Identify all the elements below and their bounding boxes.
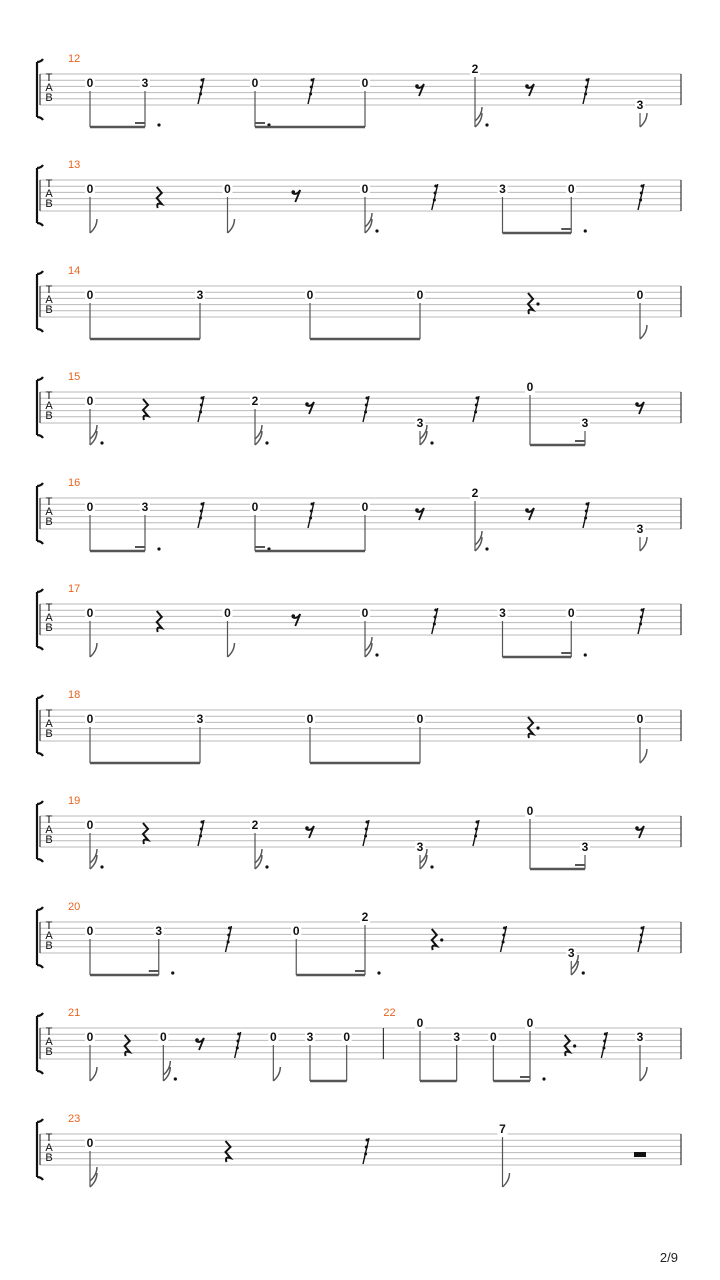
tab-clef-letter: T	[45, 496, 53, 508]
rest-dot	[502, 941, 505, 944]
note-flag	[640, 749, 647, 763]
fret-number: 3	[499, 606, 506, 620]
fret-number: 3	[306, 1030, 314, 1044]
thirty-second-rest	[638, 608, 644, 634]
measure-number: 14	[68, 265, 81, 277]
note-flag	[640, 537, 647, 551]
rest-dot	[433, 199, 436, 202]
rest-dot	[635, 826, 639, 830]
rest-dot	[503, 927, 506, 930]
tab-system-20	[37, 901, 681, 975]
tab-clef-letter: T	[45, 1026, 53, 1038]
fret-number: 0	[86, 76, 94, 90]
rest-dot	[201, 79, 204, 82]
note-flag	[273, 1067, 280, 1081]
rest-dot	[525, 84, 529, 88]
tab-clef-letter: A	[45, 718, 53, 730]
rest-dot	[433, 623, 436, 626]
fret-number: 3	[141, 500, 149, 514]
tab-system-21	[37, 1007, 681, 1081]
rest-dot	[201, 397, 204, 400]
augmentation-dot	[536, 726, 539, 729]
augmentation-dot	[430, 865, 433, 868]
measure-number: 16	[68, 477, 81, 489]
note-flag	[228, 643, 235, 657]
rest-dot	[365, 828, 368, 831]
thirty-second-rest	[583, 502, 589, 528]
rest-dot	[640, 616, 643, 619]
rest-dot	[475, 828, 478, 831]
rest-dot	[364, 835, 367, 838]
rest-dot	[434, 616, 437, 619]
rest-dot	[476, 821, 479, 824]
note-flag	[228, 219, 235, 233]
tab-clef-letter: T	[45, 1132, 53, 1144]
fret-number: 7	[499, 1122, 506, 1136]
tab-system-18	[37, 689, 681, 763]
fret-number: 3	[453, 1030, 461, 1044]
rest-dot	[199, 93, 202, 96]
rest-dot	[641, 185, 644, 188]
measure-number: 17	[68, 583, 81, 595]
fret-number: 0	[636, 288, 644, 302]
rest-dot	[525, 508, 529, 512]
fret-number: 0	[416, 288, 424, 302]
tab-system-23	[37, 1113, 681, 1187]
augmentation-dot	[573, 1044, 576, 1047]
rest-dot	[201, 821, 204, 824]
rest-dot	[200, 828, 203, 831]
augmentation-dot	[485, 123, 488, 126]
rest-dot	[603, 1040, 606, 1043]
augmentation-dot	[157, 123, 160, 126]
thirty-second-rest	[308, 78, 314, 104]
fret-number: 3	[581, 840, 589, 854]
augmentation-dot	[485, 547, 488, 550]
note-flag	[640, 113, 647, 127]
fret-number: 0	[86, 712, 94, 726]
fret-number: 0	[269, 1030, 277, 1044]
rest-dot	[228, 927, 231, 930]
rest-dot	[434, 609, 437, 612]
tab-system-12	[37, 53, 681, 127]
measure-number: 12	[68, 53, 81, 65]
rest-dot	[502, 934, 505, 937]
tab-clef-letter: B	[45, 92, 53, 104]
tab-clef-letter: T	[45, 284, 53, 296]
rest-dot	[434, 185, 437, 188]
tab-clef-letter: A	[45, 188, 53, 200]
tab-clef-letter: T	[45, 390, 53, 402]
augmentation-dot	[536, 302, 539, 305]
augmentation-dot	[542, 1077, 545, 1080]
fret-number: 2	[471, 486, 479, 500]
rest-dot	[200, 510, 203, 513]
tab-clef-letter: B	[45, 622, 53, 634]
fret-number: 0	[224, 606, 231, 620]
rest-dot	[585, 510, 588, 513]
augmentation-dot	[440, 938, 443, 941]
fret-number: 0	[526, 1016, 534, 1030]
thirty-second-rest	[363, 396, 369, 422]
thirty-second-rest	[583, 78, 589, 104]
fret-number: 0	[567, 182, 575, 196]
rest-dot	[201, 503, 204, 506]
rest-dot	[639, 199, 642, 202]
fret-number: 0	[489, 1030, 497, 1044]
rest-dot	[309, 517, 312, 520]
fret-number: 0	[292, 924, 300, 938]
rest-dot	[291, 614, 295, 618]
fret-number: 0	[251, 500, 259, 514]
augmentation-dot	[582, 971, 585, 974]
page-number: 2/9	[659, 1250, 678, 1265]
rest-dot	[291, 190, 295, 194]
fret-number: 0	[251, 76, 259, 90]
rest-dot	[364, 1153, 367, 1156]
fret-number: 3	[636, 1030, 644, 1044]
rest-dot	[584, 93, 587, 96]
fret-number: 0	[86, 182, 94, 196]
note-flag	[640, 325, 647, 339]
rest-dot	[364, 411, 367, 414]
fret-number: 0	[416, 712, 424, 726]
rest-dot	[640, 934, 643, 937]
fret-number: 0	[343, 1030, 351, 1044]
rest-dot	[366, 1139, 369, 1142]
rest-dot	[585, 86, 588, 89]
tab-clef-letter: A	[45, 506, 53, 518]
fret-number: 3	[196, 712, 204, 726]
tab-clef-letter: A	[45, 82, 53, 94]
fret-number: 0	[361, 182, 369, 196]
measure-number: 22	[383, 1007, 396, 1019]
fret-number: 0	[86, 500, 94, 514]
fret-number: 3	[141, 76, 149, 90]
tab-system-19	[37, 795, 681, 869]
rest-dot	[227, 941, 230, 944]
fret-number: 0	[567, 606, 575, 620]
fret-number: 0	[86, 924, 94, 938]
fret-number: 0	[306, 288, 314, 302]
tab-clef-letter: B	[45, 198, 53, 210]
thirty-second-rest	[473, 396, 479, 422]
fret-number: 2	[471, 62, 479, 76]
tab-clef-letter: A	[45, 1036, 53, 1048]
measure-number: 18	[68, 689, 81, 701]
note-flag	[90, 643, 97, 657]
fret-number: 3	[636, 98, 644, 112]
thirty-second-rest	[226, 926, 232, 952]
rest-dot	[366, 397, 369, 400]
rest-dot	[602, 1047, 605, 1050]
rest-dot	[604, 1033, 607, 1036]
tab-system-15	[37, 371, 681, 445]
fret-number: 0	[361, 76, 369, 90]
rest-dot	[415, 84, 419, 88]
rest-dot	[586, 503, 589, 506]
tab-clef-letter: A	[45, 1142, 53, 1154]
thirty-second-rest	[601, 1032, 607, 1058]
thirty-second-rest	[235, 1032, 241, 1058]
tab-clef-letter: B	[45, 1152, 53, 1164]
rest-dot	[199, 517, 202, 520]
rest-dot	[199, 411, 202, 414]
tab-clef-letter: T	[45, 708, 53, 720]
fret-number: 0	[526, 380, 534, 394]
augmentation-dot	[377, 971, 380, 974]
augmentation-dot	[265, 865, 268, 868]
thirty-second-rest	[363, 820, 369, 846]
fret-number: 0	[224, 182, 231, 196]
fret-number: 0	[636, 712, 644, 726]
augmentation-dot	[375, 229, 378, 232]
rest-dot	[237, 1033, 240, 1036]
tab-clef-letter: T	[45, 920, 53, 932]
thirty-second-rest	[198, 78, 204, 104]
note-flag	[503, 1173, 510, 1187]
rest-dot	[200, 86, 203, 89]
rest-dot	[305, 402, 309, 406]
thirty-second-rest	[473, 820, 479, 846]
fret-number: 0	[416, 1016, 424, 1030]
fret-number: 0	[86, 1136, 94, 1150]
measure-number: 13	[68, 159, 81, 171]
fret-number: 3	[581, 416, 589, 430]
rest-dot	[365, 404, 368, 407]
tab-clef-letter: B	[45, 1046, 53, 1058]
augmentation-dot	[265, 441, 268, 444]
measure-number: 19	[68, 795, 81, 807]
rest-dot	[415, 508, 419, 512]
fret-number: 0	[86, 606, 94, 620]
tab-clef-letter: B	[45, 940, 53, 952]
fret-number: 3	[155, 924, 163, 938]
fret-number: 0	[159, 1030, 167, 1044]
note-flag	[90, 219, 97, 233]
rest-dot	[635, 402, 639, 406]
rest-dot	[476, 397, 479, 400]
fret-number: 0	[86, 818, 94, 832]
tab-clef-letter: A	[45, 400, 53, 412]
tab-clef-letter: A	[45, 294, 53, 306]
tab-clef-letter: B	[45, 516, 53, 528]
thirty-second-rest	[638, 926, 644, 952]
rest-dot	[584, 517, 587, 520]
rest-dot	[200, 404, 203, 407]
tab-clef-letter: A	[45, 824, 53, 836]
fret-number: 2	[361, 910, 369, 924]
tab-clef-letter: A	[45, 612, 53, 624]
augmentation-dot	[157, 547, 160, 550]
tab-clef-letter: T	[45, 602, 53, 614]
rest-dot	[475, 404, 478, 407]
tab-clef-letter: B	[45, 834, 53, 846]
fret-number: 0	[361, 500, 369, 514]
rest-dot	[311, 503, 314, 506]
tab-system-17	[37, 583, 681, 657]
fret-number: 0	[86, 288, 94, 302]
fret-number: 0	[86, 394, 94, 408]
rest-dot	[305, 826, 309, 830]
measure-number: 15	[68, 371, 81, 383]
rest-dot	[639, 623, 642, 626]
thirty-second-rest	[363, 1138, 369, 1164]
tab-clef-letter: B	[45, 410, 53, 422]
half-rest	[634, 1152, 646, 1157]
rest-dot	[310, 510, 313, 513]
thirty-second-rest	[198, 502, 204, 528]
augmentation-dot	[171, 971, 174, 974]
rest-dot	[586, 79, 589, 82]
rest-dot	[434, 192, 437, 195]
rest-dot	[639, 941, 642, 944]
augmentation-dot	[430, 441, 433, 444]
rest-dot	[640, 192, 643, 195]
fret-number: 3	[416, 840, 424, 854]
tab-clef-letter: B	[45, 304, 53, 316]
rest-dot	[641, 609, 644, 612]
fret-number: 3	[636, 522, 644, 536]
measure-number: 20	[68, 901, 81, 913]
tab-system-16	[37, 477, 681, 551]
rest-dot	[195, 1038, 199, 1042]
rest-dot	[311, 79, 314, 82]
fret-number: 3	[196, 288, 204, 302]
thirty-second-rest	[198, 396, 204, 422]
thirty-second-rest	[198, 820, 204, 846]
tab-clef-letter: T	[45, 178, 53, 190]
note-flag	[640, 1067, 647, 1081]
rest-dot	[309, 93, 312, 96]
fret-number: 3	[567, 946, 575, 960]
thirty-second-rest	[308, 502, 314, 528]
rest-dot	[474, 411, 477, 414]
tab-system-13	[37, 159, 681, 233]
rest-dot	[236, 1047, 239, 1050]
rest-dot	[236, 1040, 239, 1043]
tab-clef-letter: A	[45, 930, 53, 942]
fret-number: 2	[251, 394, 259, 408]
fret-number: 2	[251, 818, 259, 832]
fret-number: 0	[526, 804, 534, 818]
thirty-second-rest	[432, 608, 438, 634]
rest-dot	[199, 835, 202, 838]
augmentation-dot	[174, 1077, 177, 1080]
rest-dot	[474, 835, 477, 838]
tab-clef-letter: T	[45, 814, 53, 826]
tab-clef-letter: B	[45, 728, 53, 740]
augmentation-dot	[584, 653, 587, 656]
augmentation-dot	[375, 653, 378, 656]
tab-clef-letter: T	[45, 72, 53, 84]
augmentation-dot	[584, 229, 587, 232]
rest-dot	[227, 934, 230, 937]
augmentation-dot	[100, 441, 103, 444]
thirty-second-rest	[432, 184, 438, 210]
measure-number: 21	[68, 1007, 81, 1019]
thirty-second-rest	[638, 184, 644, 210]
rest-dot	[365, 1146, 368, 1149]
thirty-second-rest	[501, 926, 507, 952]
fret-number: 3	[416, 416, 424, 430]
rest-dot	[641, 927, 644, 930]
rest-dot	[310, 86, 313, 89]
augmentation-dot	[100, 865, 103, 868]
rest-dot	[366, 821, 369, 824]
fret-number: 0	[306, 712, 314, 726]
fret-number: 3	[499, 182, 506, 196]
fret-number: 0	[361, 606, 369, 620]
tab-system-14	[37, 265, 681, 339]
fret-number: 0	[86, 1030, 94, 1044]
note-flag	[90, 1067, 97, 1081]
measure-number: 23	[68, 1113, 81, 1125]
